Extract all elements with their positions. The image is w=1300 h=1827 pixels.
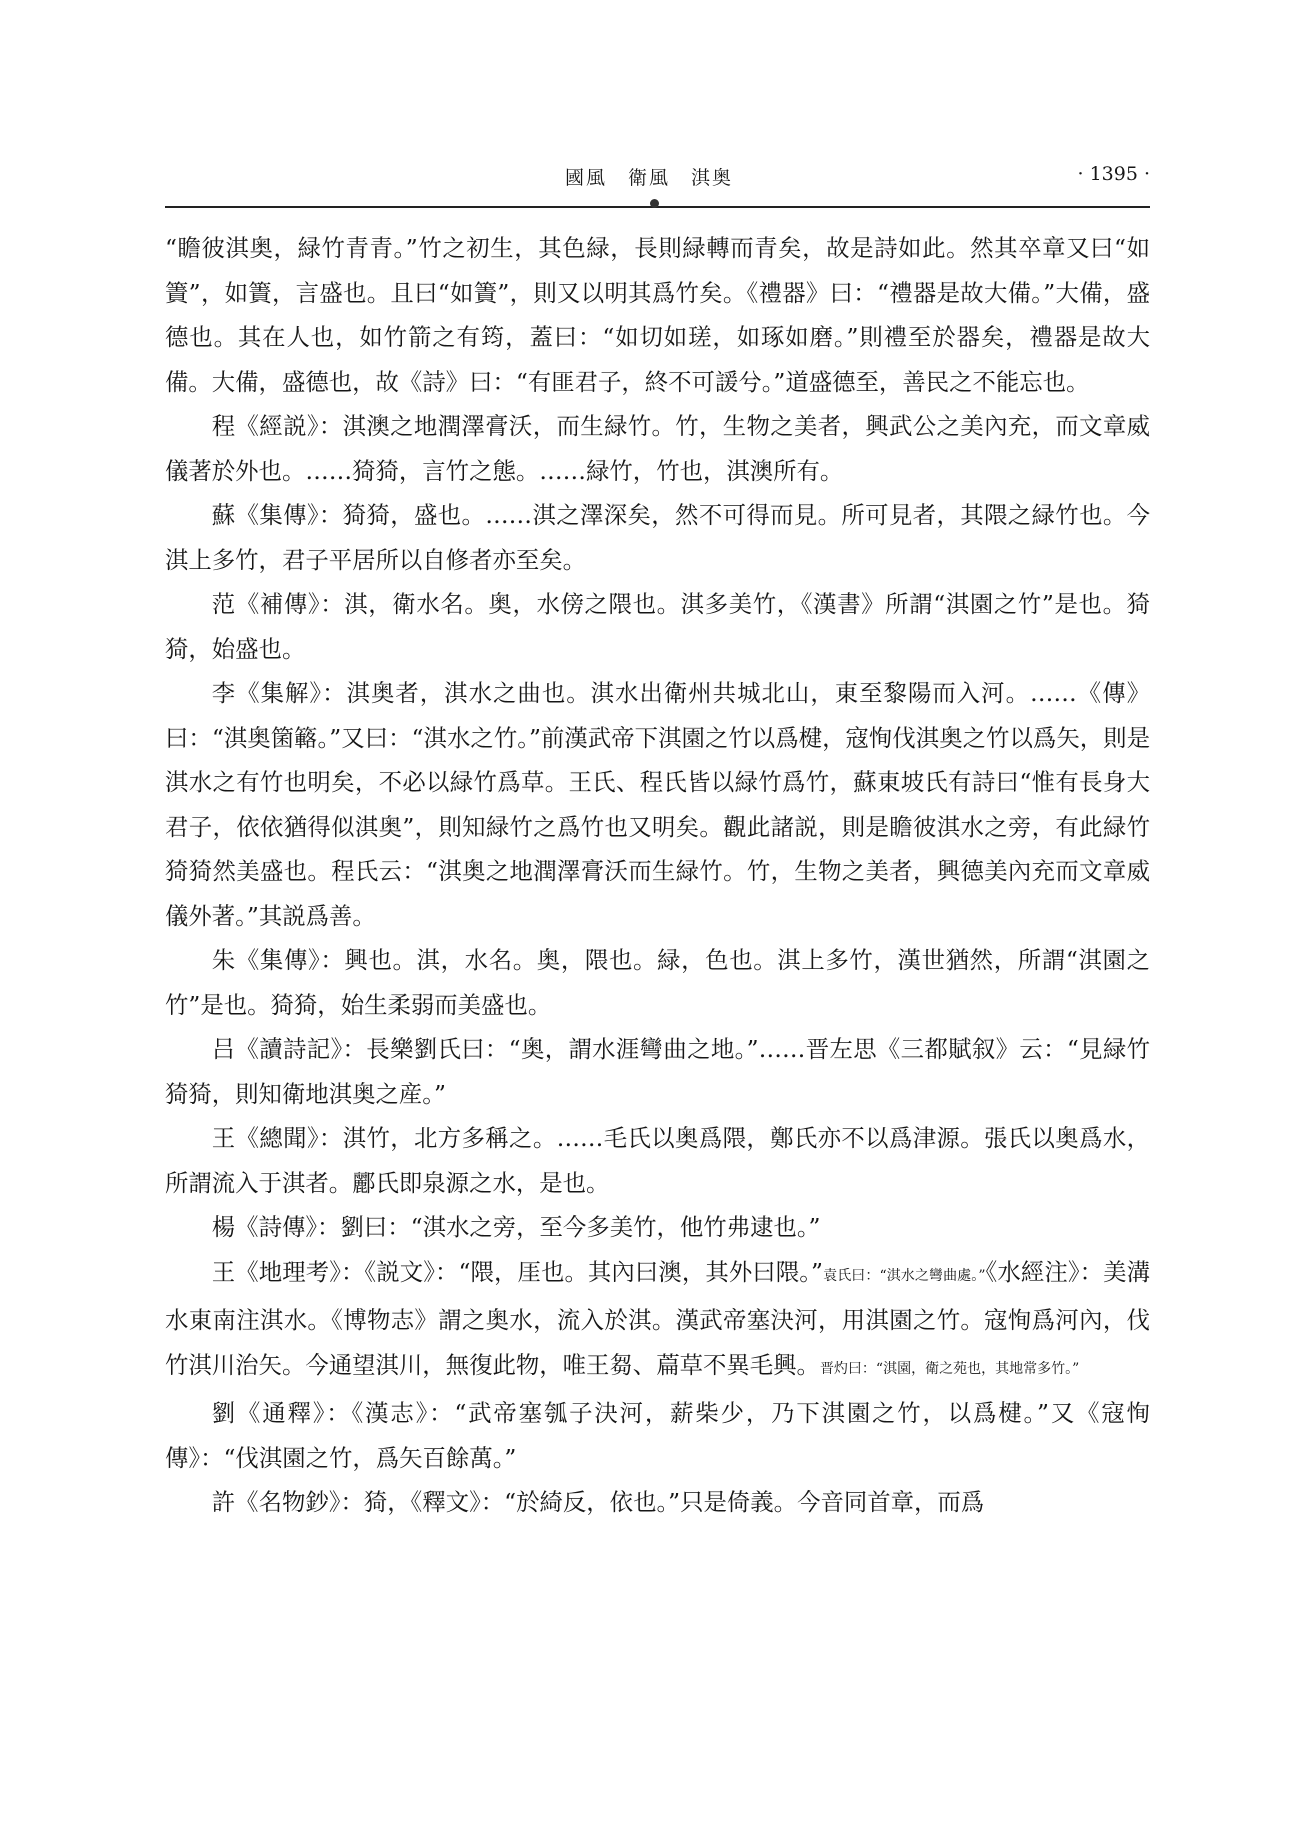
paragraph xyxy=(165,582,1150,671)
paragraph xyxy=(165,1480,1150,1525)
text-run: 王《總聞》：淇竹，北方多稱之。……毛氏以奥爲隈，鄭氏亦不以爲津源。張氏以奥爲水，所謂流入于淇者。酈氏即泉源之水，是也。 xyxy=(165,1124,1150,1197)
text-run: 朱《集傳》：興也。淇，水名。奥，隈也。緑，色也。淇上多竹，漢世猶然，所謂“淇園之竹”是也。猗猗，始生柔弱而美盛也。 xyxy=(165,946,1150,1019)
text-run: “瞻彼淇奥，緑竹青青。”竹之初生，其色緑，長則緑轉而青矣，故是詩如此。然其卒章又曰“如簀”，如簀，言盛也。且曰“如簀”，則又以明其爲竹矣。《禮器》曰：“禮器是故大備。”大備，盛德也。其在人也，如竹箭之有筠，蓋曰：“如切如瑳，如琢如磨。”則禮至於器矣，禮器是故大備。大備，盛德也，故《詩》曰：“有匪君子，終不可諼兮。”道盛德至，善民之不能忘也。 xyxy=(165,234,1150,396)
text-run: 劉《通釋》：《漢志》：“武帝塞瓠子決河，薪柴少，乃下淇園之竹，以爲楗。”又《寇恂傳》：“伐淇園之竹，爲矢百餘萬。” xyxy=(165,1399,1150,1472)
paragraph xyxy=(165,493,1150,582)
text-run: 程《經説》：淇澳之地潤澤膏沃，而生緑竹。竹，生物之美者，興武公之美內充，而文章威儀著於外也。……猗猗，言竹之態。……緑竹，竹也，淇澳所有。 xyxy=(165,412,1150,485)
running-title: 國風 衛風 淇奥 xyxy=(565,167,734,189)
paragraph xyxy=(165,938,1150,1027)
paragraph xyxy=(165,671,1150,938)
inline-note: 晋灼曰：“淇園，衛之苑也，其地常多竹。” xyxy=(819,1360,1080,1377)
text-run: 蘇《集傳》：猗猗，盛也。……淇之澤深矣，然不可得而見。所可見者，其隈之緑竹也。今淇上多竹，君子平居所以自修者亦至矣。 xyxy=(165,501,1150,574)
page-header xyxy=(165,163,1150,203)
paragraph xyxy=(165,404,1150,493)
inline-note: 袁氏曰：“淇水之彎曲處。” xyxy=(823,1267,986,1284)
paragraph xyxy=(165,1205,1150,1250)
text-run: 吕《讀詩記》：長樂劉氏曰：“奥，謂水涯彎曲之地。”……晋左思《三都賦叙》云：“見緑竹猗猗，則知衛地淇奥之産。” xyxy=(165,1035,1150,1108)
text-run: 王《地理考》：《説文》：“隈，厓也。其內曰澳，其外曰隈。” xyxy=(211,1257,824,1286)
text-run: 范《補傳》：淇，衛水名。奥，水傍之隈也。淇多美竹，《漢書》所謂“淇園之竹”是也。猗猗，始盛也。 xyxy=(165,590,1150,663)
page-number: · 1395 · xyxy=(1077,163,1150,185)
text-run: 楊《詩傳》：劉曰：“淇水之旁，至今多美竹，他竹弗逮也。” xyxy=(211,1213,821,1241)
text-run: 李《集解》：淇奥者，淇水之曲也。淇水出衛州共城北山，東至黎陽而入河。……《傳》曰：“淇奥箘簵。”又曰：“淇水之竹。”前漢武帝下淇園之竹以爲楗，寇恂伐淇奥之竹以爲矢，則是淇水之有竹也明矣，不必以緑竹爲草。王氏、程氏皆以緑竹爲竹，蘇東坡氏有詩曰“惟有長身大君子，依依猶得似淇奥”，則知緑竹之爲竹也又明矣。觀此諸説，則是瞻彼淇水之旁，有此緑竹猗猗然美盛也。程氏云：“淇奥之地潤澤膏沃而生緑竹。竹，生物之美者，興德美內充而文章威儀外著。”其説爲善。 xyxy=(165,679,1150,930)
paragraph xyxy=(165,1116,1150,1205)
paragraph xyxy=(165,1027,1150,1116)
text-run: 許《名物鈔》：猗，《釋文》：“於綺反，依也。”只是倚義。今音同首章，而爲 xyxy=(211,1488,985,1516)
paragraph xyxy=(165,1391,1150,1480)
text-run: 《水經注》：美溝水東南注淇水。《博物志》謂之奥水，流入於淇。漢武帝塞決河，用淇園之竹。寇恂爲河內，伐竹淇川治矢。今通望淇川，無復此物，唯王芻、萹草不異毛興。 xyxy=(165,1257,1150,1379)
header-rule-mark xyxy=(650,199,659,208)
paragraph xyxy=(165,1250,1150,1392)
body-text xyxy=(165,226,1150,1525)
paragraph xyxy=(165,226,1150,404)
